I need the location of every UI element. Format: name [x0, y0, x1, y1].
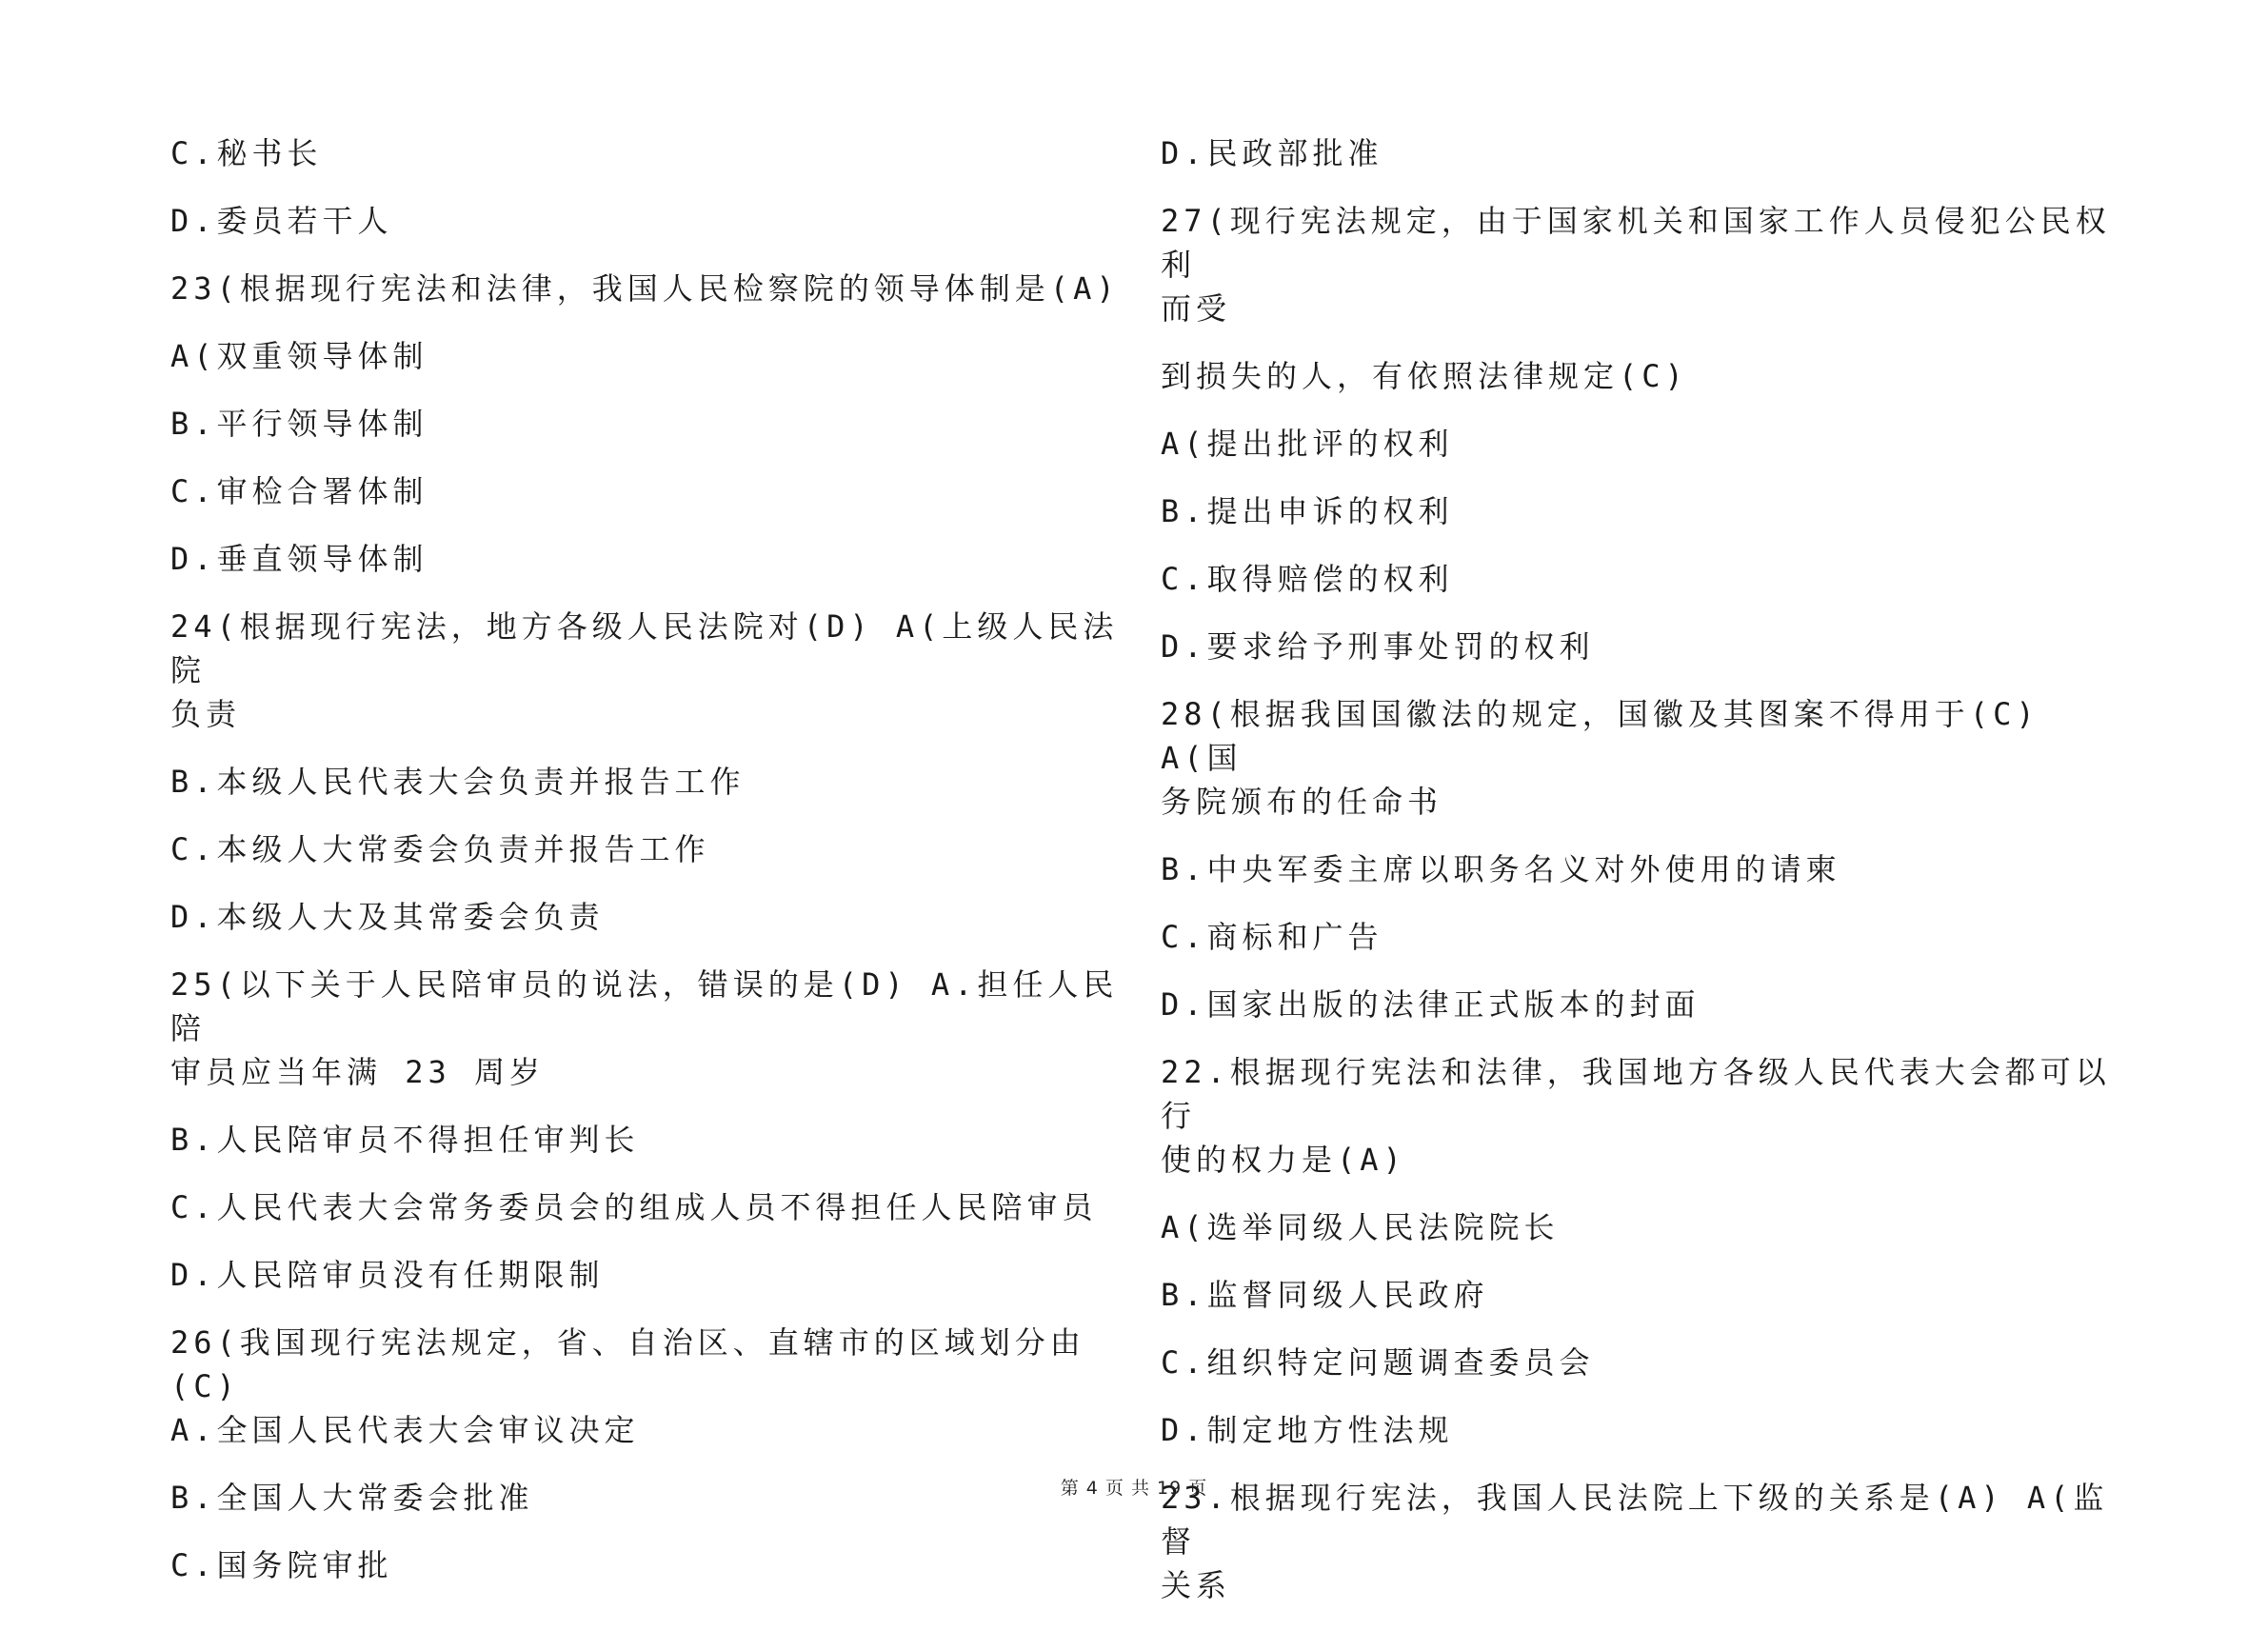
text-line: C.本级人大常委会负责并报告工作 — [170, 831, 710, 867]
line-part: 24(根据现行宪法，地方各级人民法院对(D) A(上级人民法院 — [170, 608, 1119, 688]
text-line: B.提出申诉的权利 — [1161, 493, 1454, 529]
text-line: D.要求给予刑事处罚的权利 — [1161, 628, 1595, 665]
line-part: 务院颁布的任命书 — [1161, 784, 1443, 820]
line-part: A.全国人民代表大会审议决定 — [170, 1412, 640, 1448]
text-line: D.垂直领导体制 — [170, 541, 428, 577]
text-line: D.民政部批准 — [1161, 135, 1383, 171]
text-line: D.本级人大及其常委会负责 — [170, 899, 605, 935]
question-stem: 23(根据现行宪法和法律，我国人民检察院的领导体制是(A) — [170, 270, 1120, 307]
text-line: D.委员若干人 — [170, 203, 393, 239]
text-line: C.国务院审批 — [170, 1547, 393, 1583]
question-stem — [1161, 692, 2113, 824]
page-number: 第 4 页 共 19 页 — [1060, 1478, 1208, 1499]
text-line: D.人民陪审员没有任期限制 — [170, 1257, 605, 1293]
text-line: C.取得赔偿的权利 — [1161, 561, 1454, 597]
question-stem — [170, 963, 1123, 1094]
line-part: 22.根据现行宪法和法律，我国地方各级人民代表大会都可以行 — [1161, 1054, 2111, 1134]
line-part: 使的权力是(A) — [1161, 1142, 1406, 1178]
text-line: D.制定地方性法规 — [1161, 1412, 1454, 1448]
text-line: B.人民陪审员不得担任审判长 — [170, 1122, 640, 1158]
line-part: 23.根据现行宪法，我国人民法院上下级的关系是(A) A(监督 — [1161, 1480, 2109, 1560]
question-stem — [1161, 199, 2113, 330]
line-part: 25(以下关于人民陪审员的说法，错误的是(D) A.担任人民陪 — [170, 966, 1119, 1046]
text-line: B.本级人民代表大会负责并报告工作 — [170, 764, 746, 800]
text-line: C.商标和广告 — [1161, 919, 1383, 955]
line-part: 审员应当年满 23 周岁 — [170, 1054, 546, 1090]
right-column — [1161, 131, 2113, 1631]
question-stem — [170, 605, 1123, 736]
text-line: C.人民代表大会常务委员会的组成人员不得担任人民陪审员 — [170, 1189, 1098, 1225]
text-line: C.秘书长 — [170, 135, 323, 171]
text-line: D.国家出版的法律正式版本的封面 — [1161, 986, 1701, 1023]
line-part: 26(我国现行宪法规定，省、自治区、直辖市的区域划分由(C) — [170, 1324, 1085, 1404]
text-line: A(选举同级人民法院院长 — [1161, 1209, 1560, 1245]
question-stem — [170, 1321, 1123, 1452]
line-part: 28(根据我国国徽法的规定，国徽及其图案不得用于(C) A(国 — [1161, 696, 2039, 776]
text-line: C.组织特定问题调查委员会 — [1161, 1344, 1595, 1381]
text-line: C.审检合署体制 — [170, 473, 428, 509]
question-stem — [1161, 1050, 2113, 1182]
line-part: 负责 — [170, 696, 242, 732]
text-line: B.全国人大常委会批准 — [170, 1480, 534, 1516]
line-part: 27(现行宪法规定，由于国家机关和国家工作人员侵犯公民权利 — [1161, 203, 2111, 283]
text-line: B.平行领导体制 — [170, 406, 428, 442]
text-line: B.监督同级人民政府 — [1161, 1277, 1489, 1313]
line-part: 关系 — [1161, 1567, 1232, 1603]
text-line: A(双重领导体制 — [170, 338, 428, 374]
text-line: A(提出批评的权利 — [1161, 426, 1454, 462]
line-part: 而受 — [1161, 290, 1232, 327]
text-line: B.中央军委主席以职务名义对外使用的请柬 — [1161, 851, 1841, 887]
text-line: 到损失的人，有依照法律规定(C) — [1161, 358, 1688, 394]
left-column — [170, 131, 1123, 1611]
